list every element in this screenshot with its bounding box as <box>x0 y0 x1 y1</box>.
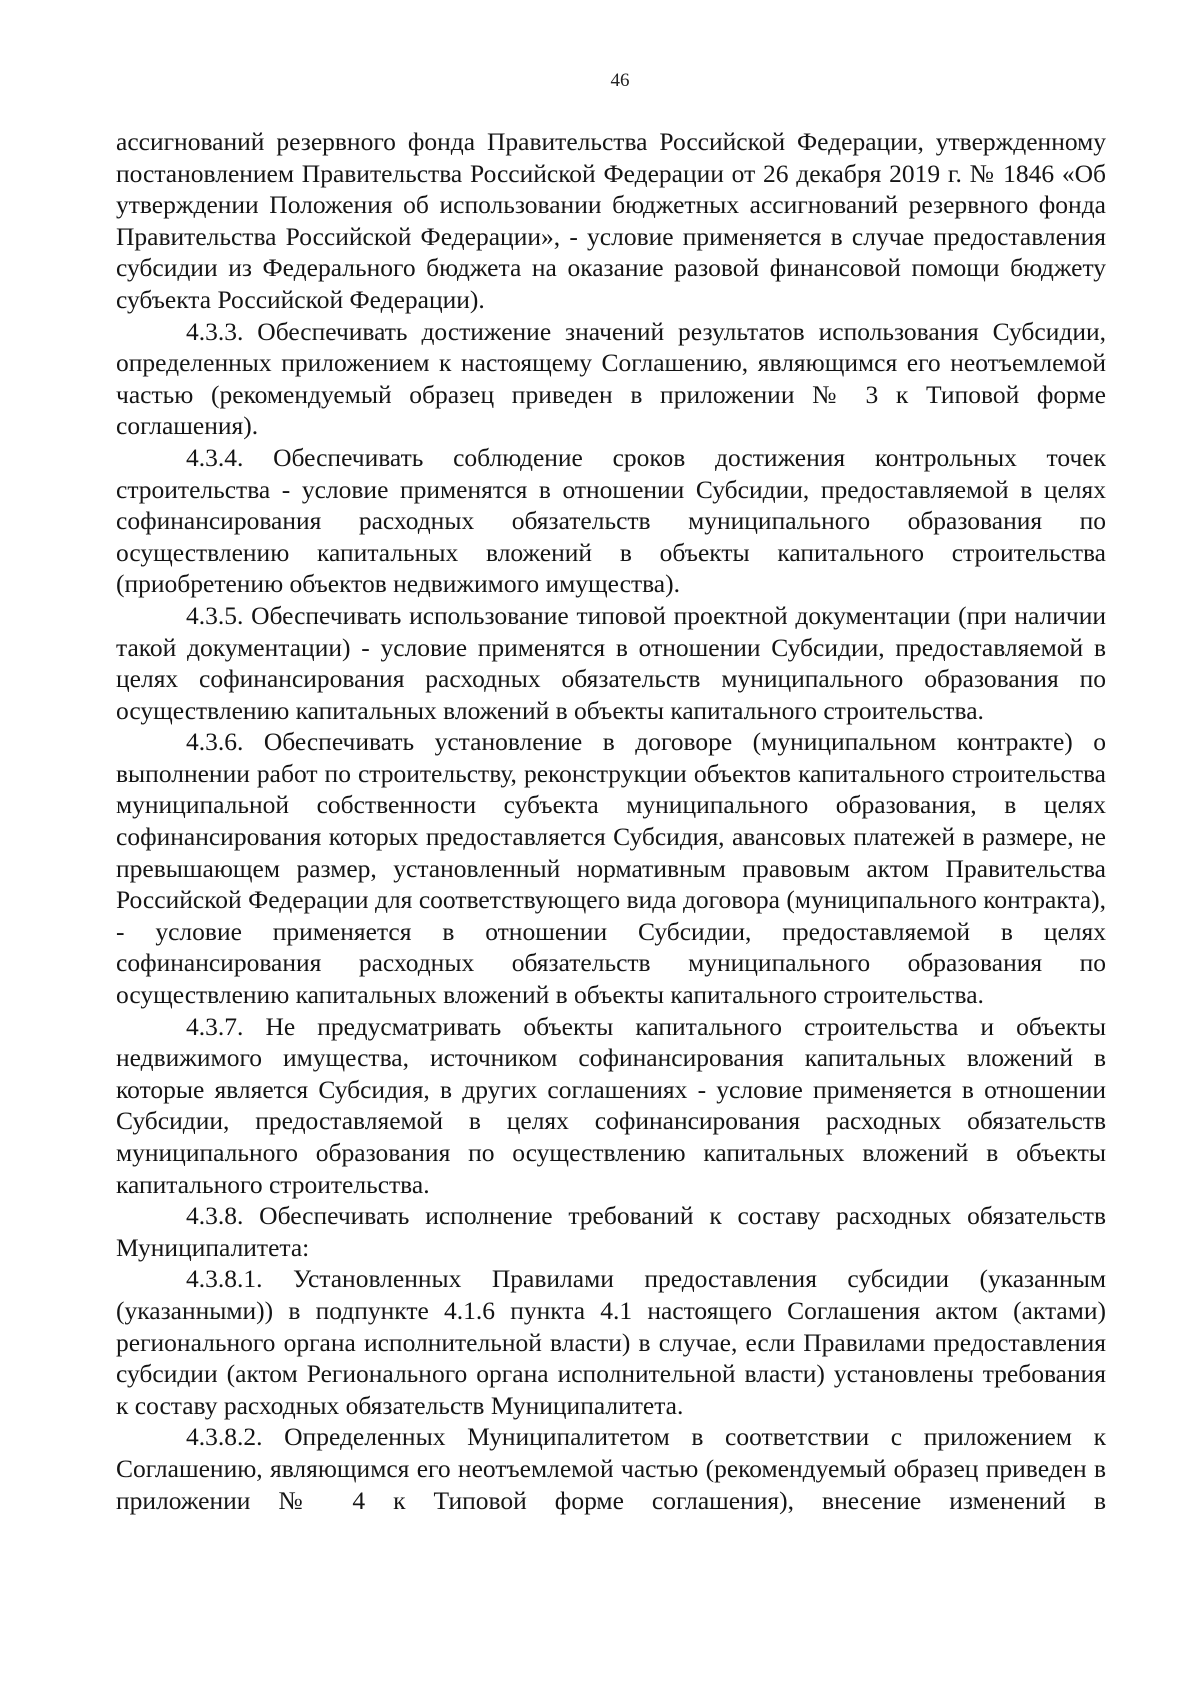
document-body <box>116 126 1106 1516</box>
paragraph-4-3-8: 4.3.8. Обеспечивать исполнение требований к составу расходных обязательств Муниципалитета: <box>116 1201 1106 1262</box>
paragraph-4-3-5: 4.3.5. Обеспечивать использование типовой проектной документации (при наличии такой документации) - условие применятся в отношении Субсидии, предоставляемой в целях софинансирования расходных обязательств муниципального образования по осуществлению капитальных вложений в объекты капитального строительства. <box>116 600 1106 725</box>
paragraph-continuation: ассигнований резервного фонда Правительства Российской Федерации, утвержденному постановлением Правительства Российской Федерации от 26 декабря 2019 г. № 1846 «Об утверждении Положения об использовании бюджетных ассигнований резервного фонда Правительства Российской Федерации», - условие применяется в случае предоставления субсидии из Федерального бюджета на оказание разовой финансовой помощи бюджету субъекта Российской Федерации). <box>116 127 1106 314</box>
paragraph-4-3-3: 4.3.3. Обеспечивать достижение значений результатов использования Субсидии, определенных приложением к настоящему Соглашению, являющимся его неотъемлемой частью (рекомендуемый образец приведен в приложении № 3 к Типовой форме соглашения). <box>116 316 1106 441</box>
paragraph-4-3-6: 4.3.6. Обеспечивать установление в договоре (муниципальном контракте) о выполнении работ по строительству, реконструкции объектов капитального строительства муниципальной собственности субъекта муниципального образования, в целях софинансирования которых предоставляется Субсидия, авансовых платежей в размере, не превышающем размер, установленный нормативным правовым актом Правительства Российской Федерации для соответствующего вида договора (муниципального контракта), - условие применяется в отношении Субсидии, предоставляемой в целях софинансирования расходных обязательств муниципального образования по осуществлению капитальных вложений в объекты капитального строительства. <box>116 727 1106 1010</box>
paragraph-4-3-8-2: 4.3.8.2. Определенных Муниципалитетом в соответствии с приложением к Соглашению, являющимся его неотъемлемой частью (рекомендуемый образец приведен в приложении № 4 к Типовой форме соглашения), внесение изменений в <box>116 1422 1106 1515</box>
paragraph-4-3-7: 4.3.7. Не предусматривать объекты капитального строительства и объекты недвижимого имущества, источником софинансирования капитальных вложений в которые является Субсидия, в других соглашениях - условие применяется в отношении Субсидии, предоставляемой в целях софинансирования расходных обязательств муниципального образования по осуществлению капитальных вложений в объекты капитального строительства. <box>116 1011 1106 1199</box>
paragraph-4-3-8-1: 4.3.8.1. Установленных Правилами предоставления субсидии (указанным (указанными)) в подпункте 4.1.6 пункта 4.1 настоящего Соглашения актом (актами) регионального органа исполнительной власти) в случае, если Правилами предоставления субсидии (актом Регионального органа исполнительной власти) установлены требования к составу расходных обязательств Муниципалитета. <box>116 1264 1106 1420</box>
paragraph-4-3-4: 4.3.4. Обеспечивать соблюдение сроков достижения контрольных точек строительства - условие применятся в отношении Субсидии, предоставляемой в целях софинансирования расходных обязательств муниципального образования по осуществлению капитальных вложений в объекты капитального строительства (приобретению объектов недвижимого имущества). <box>116 442 1106 599</box>
page-number: 46 <box>610 70 630 91</box>
